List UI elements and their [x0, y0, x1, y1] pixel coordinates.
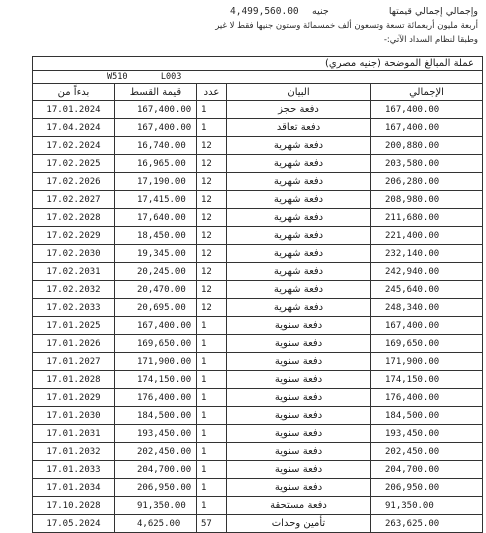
row-description: دفعة شهرية — [227, 281, 371, 299]
table-row — [33, 281, 483, 299]
row-installment-value: 167,400.00 — [115, 119, 197, 137]
row-installment-value: 20,470.00 — [115, 281, 197, 299]
row-total: 263,625.00 — [371, 515, 483, 533]
row-total: 221,400.00 — [371, 227, 483, 245]
row-count: 12 — [197, 209, 227, 227]
row-installment-value: 18,450.00 — [115, 227, 197, 245]
row-total: 245,640.00 — [371, 281, 483, 299]
row-start-date: 17.01.2024 — [33, 101, 115, 119]
row-start-date: 17.01.2032 — [33, 443, 115, 461]
row-start-date: 17.01.2028 — [33, 371, 115, 389]
row-start-date: 17.01.2027 — [33, 353, 115, 371]
row-installment-value: 206,950.00 — [115, 479, 197, 497]
table-row — [33, 101, 483, 119]
row-installment-value: 16,740.00 — [115, 137, 197, 155]
row-description: دفعة شهرية — [227, 299, 371, 317]
total-intro-text: وإجمالي إجمالي قيمتها — [388, 6, 478, 17]
table-title-row — [33, 57, 483, 71]
table-code-row — [33, 71, 483, 84]
row-installment-value: 17,415.00 — [115, 191, 197, 209]
row-description: دفعة سنوية — [227, 317, 371, 335]
table-row — [33, 461, 483, 479]
row-total: 193,450.00 — [371, 425, 483, 443]
row-installment-value: 169,650.00 — [115, 335, 197, 353]
table-row — [33, 443, 483, 461]
row-count: 1 — [197, 479, 227, 497]
table-header-row — [33, 84, 483, 101]
row-count: 12 — [197, 227, 227, 245]
row-total: 167,400.00 — [371, 317, 483, 335]
row-total: 232,140.00 — [371, 245, 483, 263]
row-description: دفعة سنوية — [227, 335, 371, 353]
row-count: 1 — [197, 443, 227, 461]
table-row — [33, 173, 483, 191]
table-currency-title: عملة المبالغ الموضحة (جنيه مصري) — [33, 57, 483, 71]
row-installment-value: 17,640.00 — [115, 209, 197, 227]
table-row — [33, 389, 483, 407]
row-installment-value: 91,350.00 — [115, 497, 197, 515]
row-count: 12 — [197, 281, 227, 299]
payment-schedule-body — [33, 57, 483, 533]
unit-code: W510 — [107, 72, 128, 82]
row-count: 12 — [197, 245, 227, 263]
row-total: 204,700.00 — [371, 461, 483, 479]
row-installment-value: 171,900.00 — [115, 353, 197, 371]
row-total: 208,980.00 — [371, 191, 483, 209]
row-description: دفعة شهرية — [227, 137, 371, 155]
total-amount: 4,499,560.00 — [230, 6, 299, 17]
row-count: 1 — [197, 101, 227, 119]
row-count: 12 — [197, 173, 227, 191]
table-row — [33, 299, 483, 317]
table-row — [33, 335, 483, 353]
row-count: 1 — [197, 461, 227, 479]
row-description: دفعة شهرية — [227, 155, 371, 173]
row-start-date: 17.01.2031 — [33, 425, 115, 443]
row-start-date: 17.01.2030 — [33, 407, 115, 425]
row-description: دفعة سنوية — [227, 461, 371, 479]
row-total: 167,400.00 — [371, 101, 483, 119]
row-start-date: 17.02.2026 — [33, 173, 115, 191]
table-row — [33, 263, 483, 281]
row-count: 12 — [197, 263, 227, 281]
row-description: دفعة شهرية — [227, 245, 371, 263]
total-amount-in-words: أربعة مليون أربعمائة تسعة وتسعون ألف خمسمائة وستون جنيها فقط لا غير — [215, 21, 478, 31]
row-description: دفعة شهرية — [227, 227, 371, 245]
row-count: 1 — [197, 119, 227, 137]
row-total: 242,940.00 — [371, 263, 483, 281]
table-row — [33, 407, 483, 425]
header-count: عدد — [197, 84, 227, 101]
row-description: دفعة سنوية — [227, 443, 371, 461]
row-start-date: 17.02.2031 — [33, 263, 115, 281]
row-description: دفعة شهرية — [227, 191, 371, 209]
row-description: دفعة سنوية — [227, 479, 371, 497]
row-start-date: 17.01.2034 — [33, 479, 115, 497]
row-start-date: 17.05.2024 — [33, 515, 115, 533]
row-total: 174,150.00 — [371, 371, 483, 389]
row-description: دفعة حجز — [227, 101, 371, 119]
row-installment-value: 17,190.00 — [115, 173, 197, 191]
row-total: 167,400.00 — [371, 119, 483, 137]
row-installment-value: 20,245.00 — [115, 263, 197, 281]
row-description: دفعة شهرية — [227, 173, 371, 191]
phase-code: L003 — [160, 72, 182, 82]
row-total: 206,280.00 — [371, 173, 483, 191]
header-installment-value: قيمة القسط — [115, 84, 197, 101]
row-start-date: 17.04.2024 — [33, 119, 115, 137]
row-installment-value: 167,400.00 — [115, 101, 197, 119]
row-total: 91,350.00 — [371, 497, 483, 515]
header-total: الإجمالي — [371, 84, 483, 101]
row-description: دفعة مستحقة — [227, 497, 371, 515]
row-total: 176,400.00 — [371, 389, 483, 407]
table-row — [33, 191, 483, 209]
row-installment-value: 174,150.00 — [115, 371, 197, 389]
row-start-date: 17.02.2030 — [33, 245, 115, 263]
row-count: 1 — [197, 353, 227, 371]
row-installment-value: 16,965.00 — [115, 155, 197, 173]
total-currency-unit: جنيه — [312, 6, 329, 17]
row-total: 203,580.00 — [371, 155, 483, 173]
table-row — [33, 317, 483, 335]
row-start-date: 17.01.2033 — [33, 461, 115, 479]
row-total: 171,900.00 — [371, 353, 483, 371]
payment-schedule-table — [32, 56, 483, 533]
row-description: دفعة شهرية — [227, 209, 371, 227]
row-description: دفعة تعاقد — [227, 119, 371, 137]
row-start-date: 17.02.2033 — [33, 299, 115, 317]
header-start-date: بدءاً من — [33, 84, 115, 101]
table-row — [33, 425, 483, 443]
row-start-date: 17.01.2025 — [33, 317, 115, 335]
row-description: دفعة سنوية — [227, 407, 371, 425]
row-total: 211,680.00 — [371, 209, 483, 227]
row-installment-value: 204,700.00 — [115, 461, 197, 479]
row-installment-value: 4,625.00 — [115, 515, 197, 533]
row-description: دفعة سنوية — [227, 371, 371, 389]
row-count: 1 — [197, 389, 227, 407]
table-row — [33, 227, 483, 245]
row-start-date: 17.01.2026 — [33, 335, 115, 353]
row-start-date: 17.01.2029 — [33, 389, 115, 407]
header-description: البيان — [227, 84, 371, 101]
unit-codes — [33, 71, 483, 84]
row-start-date: 17.02.2027 — [33, 191, 115, 209]
row-total: 200,880.00 — [371, 137, 483, 155]
row-start-date: 17.02.2028 — [33, 209, 115, 227]
row-count: 57 — [197, 515, 227, 533]
row-count: 12 — [197, 137, 227, 155]
row-total: 169,650.00 — [371, 335, 483, 353]
row-start-date: 17.02.2024 — [33, 137, 115, 155]
row-description: دفعة سنوية — [227, 425, 371, 443]
table-row — [33, 353, 483, 371]
table-row — [33, 497, 483, 515]
table-row — [33, 137, 483, 155]
row-count: 1 — [197, 371, 227, 389]
payment-system-intro: وطبقا لنظام السداد الآتي:- — [383, 35, 478, 45]
table-row — [33, 119, 483, 137]
row-start-date: 17.02.2029 — [33, 227, 115, 245]
payment-summary-header — [0, 0, 486, 52]
row-description: تأمين وحدات — [227, 515, 371, 533]
row-total: 202,450.00 — [371, 443, 483, 461]
row-installment-value: 202,450.00 — [115, 443, 197, 461]
row-description: دفعة سنوية — [227, 353, 371, 371]
row-installment-value: 193,450.00 — [115, 425, 197, 443]
row-start-date: 17.10.2028 — [33, 497, 115, 515]
row-start-date: 17.02.2025 — [33, 155, 115, 173]
table-row — [33, 209, 483, 227]
row-installment-value: 176,400.00 — [115, 389, 197, 407]
row-total: 206,950.00 — [371, 479, 483, 497]
row-count: 1 — [197, 335, 227, 353]
table-row — [33, 371, 483, 389]
row-description: دفعة سنوية — [227, 389, 371, 407]
row-total: 184,500.00 — [371, 407, 483, 425]
table-row — [33, 155, 483, 173]
row-count: 1 — [197, 425, 227, 443]
row-count: 1 — [197, 407, 227, 425]
row-installment-value: 184,500.00 — [115, 407, 197, 425]
table-row — [33, 515, 483, 533]
row-count: 1 — [197, 317, 227, 335]
table-row — [33, 479, 483, 497]
row-start-date: 17.02.2032 — [33, 281, 115, 299]
row-total: 248,340.00 — [371, 299, 483, 317]
row-installment-value: 167,400.00 — [115, 317, 197, 335]
row-installment-value: 19,345.00 — [115, 245, 197, 263]
row-count: 12 — [197, 299, 227, 317]
row-description: دفعة شهرية — [227, 263, 371, 281]
row-count: 1 — [197, 497, 227, 515]
row-installment-value: 20,695.00 — [115, 299, 197, 317]
row-count: 12 — [197, 155, 227, 173]
row-count: 12 — [197, 191, 227, 209]
table-row — [33, 245, 483, 263]
